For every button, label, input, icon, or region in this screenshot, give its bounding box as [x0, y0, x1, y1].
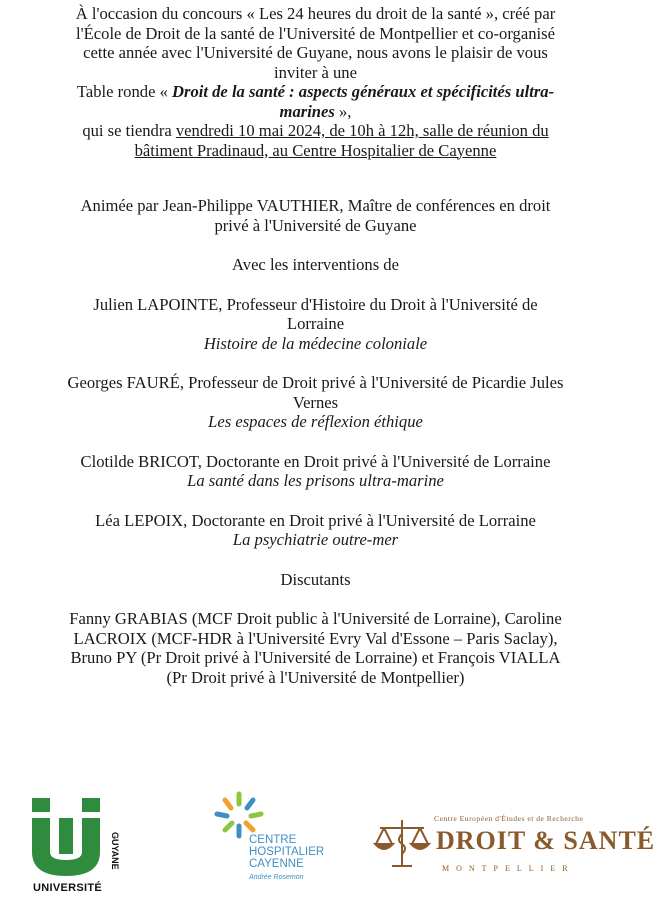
discussants-line: (Pr Droit privé à l'Université de Montpellier): [166, 667, 465, 687]
event-date: vendredi 10 mai 2024, de 10h à 12h, salle de réunion du: [175, 121, 549, 140]
intro-line: À l'occasion du concours « Les 24 heures du droit de la santé », créé par: [75, 4, 556, 23]
event-date-line: [0, 121, 631, 141]
universite-text: UNIVERSITÉ: [33, 882, 103, 894]
speaker-line: Léa LEPOIX, Doctorante en Droit privé à l'Université de Lorraine: [95, 510, 536, 530]
speaker-line: Julien LAPOINTE, Professeur d'Histoire du Droit à l'Université de: [93, 294, 538, 314]
speaker-line: Clotilde BRICOT, Doctorante en Droit privé à l'Université de Lorraine: [80, 451, 551, 471]
guyane-side-text: GUYANE: [110, 832, 120, 870]
invitation-document: [0, 4, 631, 687]
centre-hospitalier-cayenne-logo: [205, 788, 340, 898]
speaker-line: Vernes: [292, 392, 339, 412]
event-location: bâtiment Pradinaud, au Centre Hospitalier de Cayenne: [134, 140, 497, 160]
roundtable-prefix: Table ronde «: [76, 82, 173, 101]
roundtable-title-end: marines: [279, 101, 335, 121]
universite-guyane-logo: [28, 796, 124, 896]
logos-footer: [0, 778, 655, 900]
speaker-topic: La santé dans les prisons ultra-marine: [187, 471, 444, 490]
guyane-emblem-icon: [28, 796, 108, 876]
moderator-line: Animée par Jean-Philippe VAUTHIER, Maître de conférences en droit: [80, 196, 551, 215]
event-location-line: [0, 141, 631, 161]
intro-line: cette année avec l'Université de Guyane, nous avons le plaisir de vous: [83, 43, 548, 62]
chc-line: CENTRE: [249, 834, 297, 846]
speaker-line: Lorraine: [286, 314, 345, 333]
speaker-topic: Histoire de la médecine coloniale: [203, 333, 428, 353]
droit-sante-logo: [372, 814, 655, 884]
droit-sante-title: DROIT & SANTÉ: [436, 826, 655, 855]
discussants-heading: Discutants: [280, 569, 351, 589]
moderator-line: privé à l'Université de Guyane: [214, 215, 417, 235]
chc-line: HOSPITALIER: [249, 846, 325, 858]
speaker-topic: Les espaces de réflexion éthique: [208, 412, 423, 431]
intro-line: l'École de Droit de la santé de l'Université de Montpellier et co-organisé: [76, 23, 555, 43]
droit-sante-city: MONTPELLIER: [442, 864, 575, 873]
discussants-line: Fanny GRABIAS (MCF Droit public à l'Université de Lorraine), Caroline: [69, 609, 562, 628]
droit-sante-subtitle: Centre Européen d'Études et de Recherche: [434, 814, 584, 823]
discussants-line: Bruno PY (Pr Droit privé à l'Université de Lorraine) et François VIALLA: [70, 648, 561, 667]
chc-line: CAYENNE: [249, 858, 304, 870]
roundtable-title-line-2: [0, 102, 631, 122]
interventions-heading: Avec les interventions de: [232, 255, 399, 274]
roundtable-title: Droit de la santé : aspects généraux et spécificités ultra-: [172, 82, 555, 101]
event-date-prefix: qui se tiendra: [82, 121, 176, 140]
intro-line: inviter à une: [274, 62, 357, 82]
discussants-line: LACROIX (MCF-HDR à l'Université Evry Val d'Essone – Paris Saclay),: [73, 628, 558, 648]
speaker-line: Georges FAURÉ, Professeur de Droit privé à l'Université de Picardie Jules: [67, 373, 564, 392]
roundtable-title-line: [0, 82, 631, 102]
roundtable-suffix: »,: [334, 101, 352, 121]
speaker-topic: La psychiatrie outre-mer: [232, 530, 399, 549]
chc-subtitle: Andrée Rosemon: [249, 874, 304, 881]
scales-of-justice-icon: [372, 814, 432, 874]
chc-name: [249, 834, 324, 870]
